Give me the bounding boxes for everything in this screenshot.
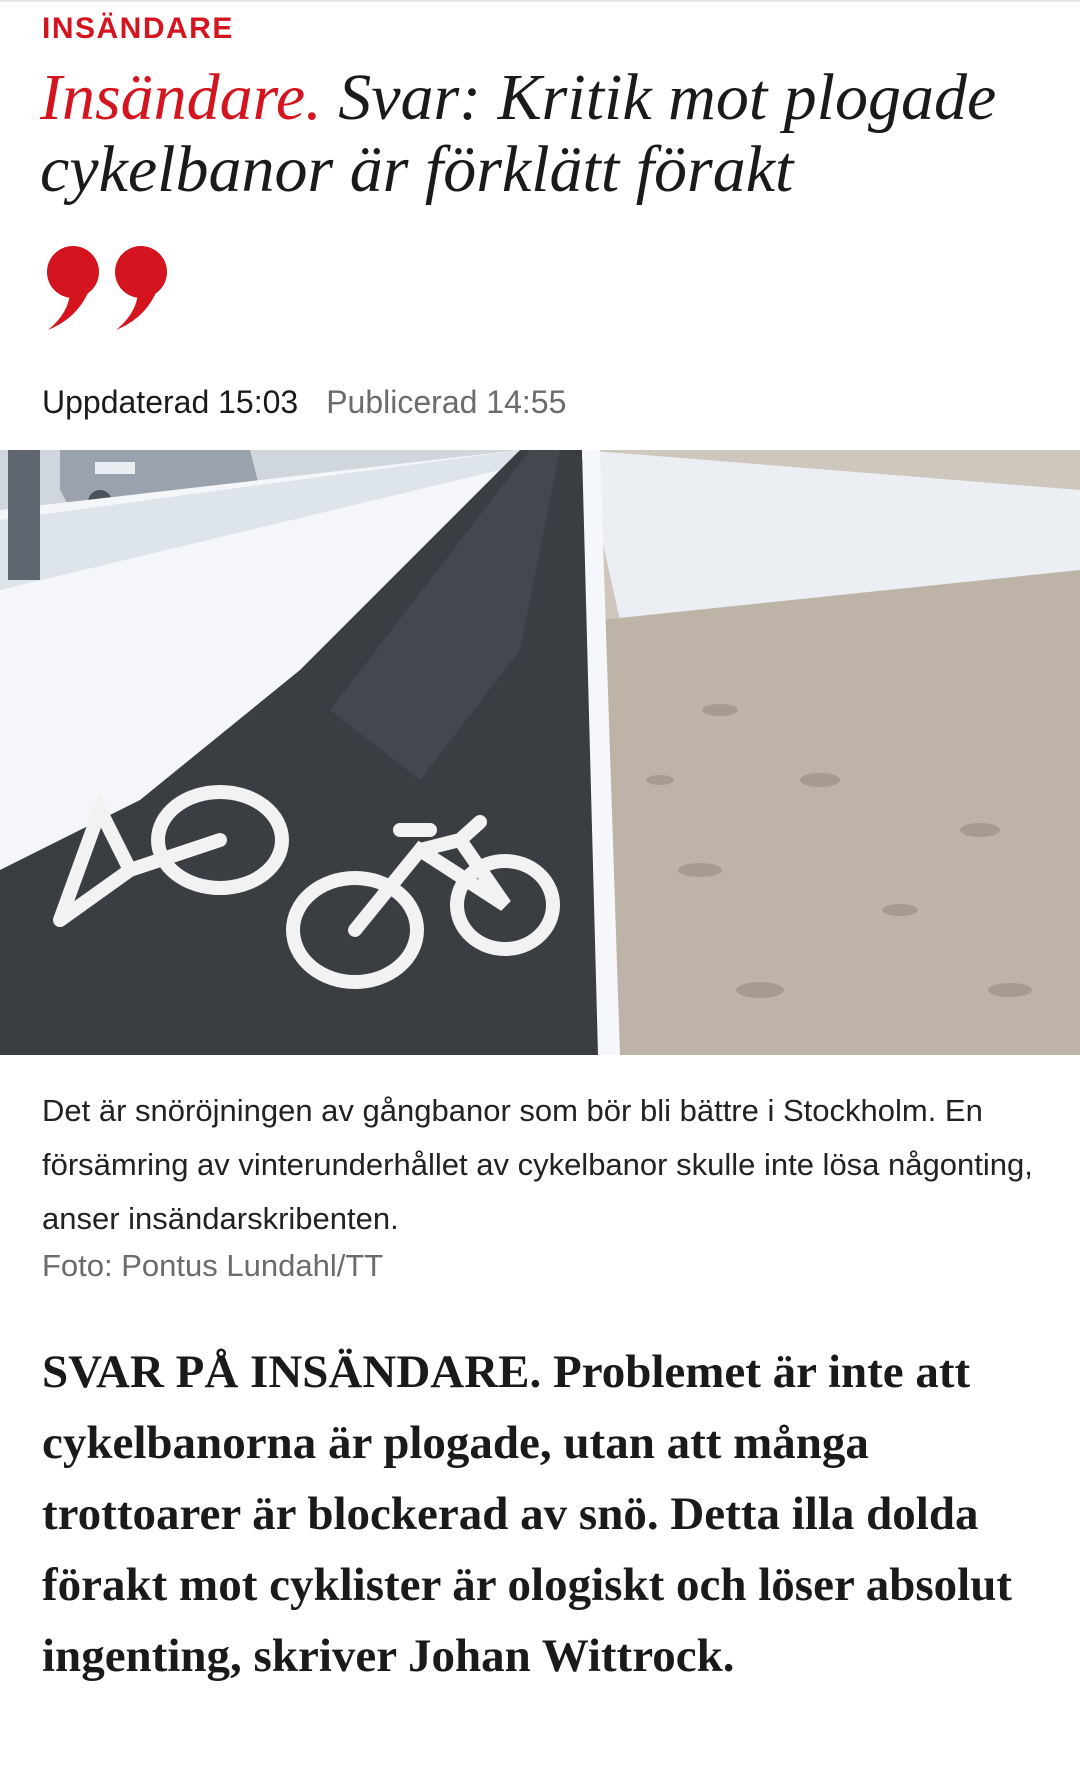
- top-divider: [0, 0, 1080, 2]
- article-hero-image[interactable]: [0, 450, 1080, 1055]
- article-lead: SVAR PÅ INSÄNDARE. Problemet är inte att cykelbanorna är plogade, utan att många trottoarer är blockerad av snö. Detta illa dolda förakt mot cyklister är ologiskt och löser absolut ingenting, skriver Johan Wittrock.: [42, 1346, 1012, 1682]
- updated-time: Uppdaterad 15:03: [42, 384, 299, 420]
- headline-title: Svar: Kritik mot plogade cykelbanor är förklätt förakt: [40, 61, 997, 206]
- quote-marks-icon: [40, 242, 180, 334]
- article-timestamps: [42, 382, 566, 422]
- published-time: Publicerad 14:55: [326, 384, 567, 420]
- snowy-bike-lane-photo: [0, 450, 1080, 1055]
- headline-kicker: Insändare.: [40, 61, 322, 134]
- article-headline: [40, 62, 1050, 206]
- section-label[interactable]: INSÄNDARE: [42, 12, 234, 45]
- photo-credit: Foto: Pontus Lundahl/TT: [42, 1248, 384, 1283]
- image-caption: Det är snöröjningen av gångbanor som bör bli bättre i Stockholm. En försämring av vinterunderhållet av cykelbanor skulle inte lösa någonting, anser insändarskribenten.: [42, 1093, 1033, 1236]
